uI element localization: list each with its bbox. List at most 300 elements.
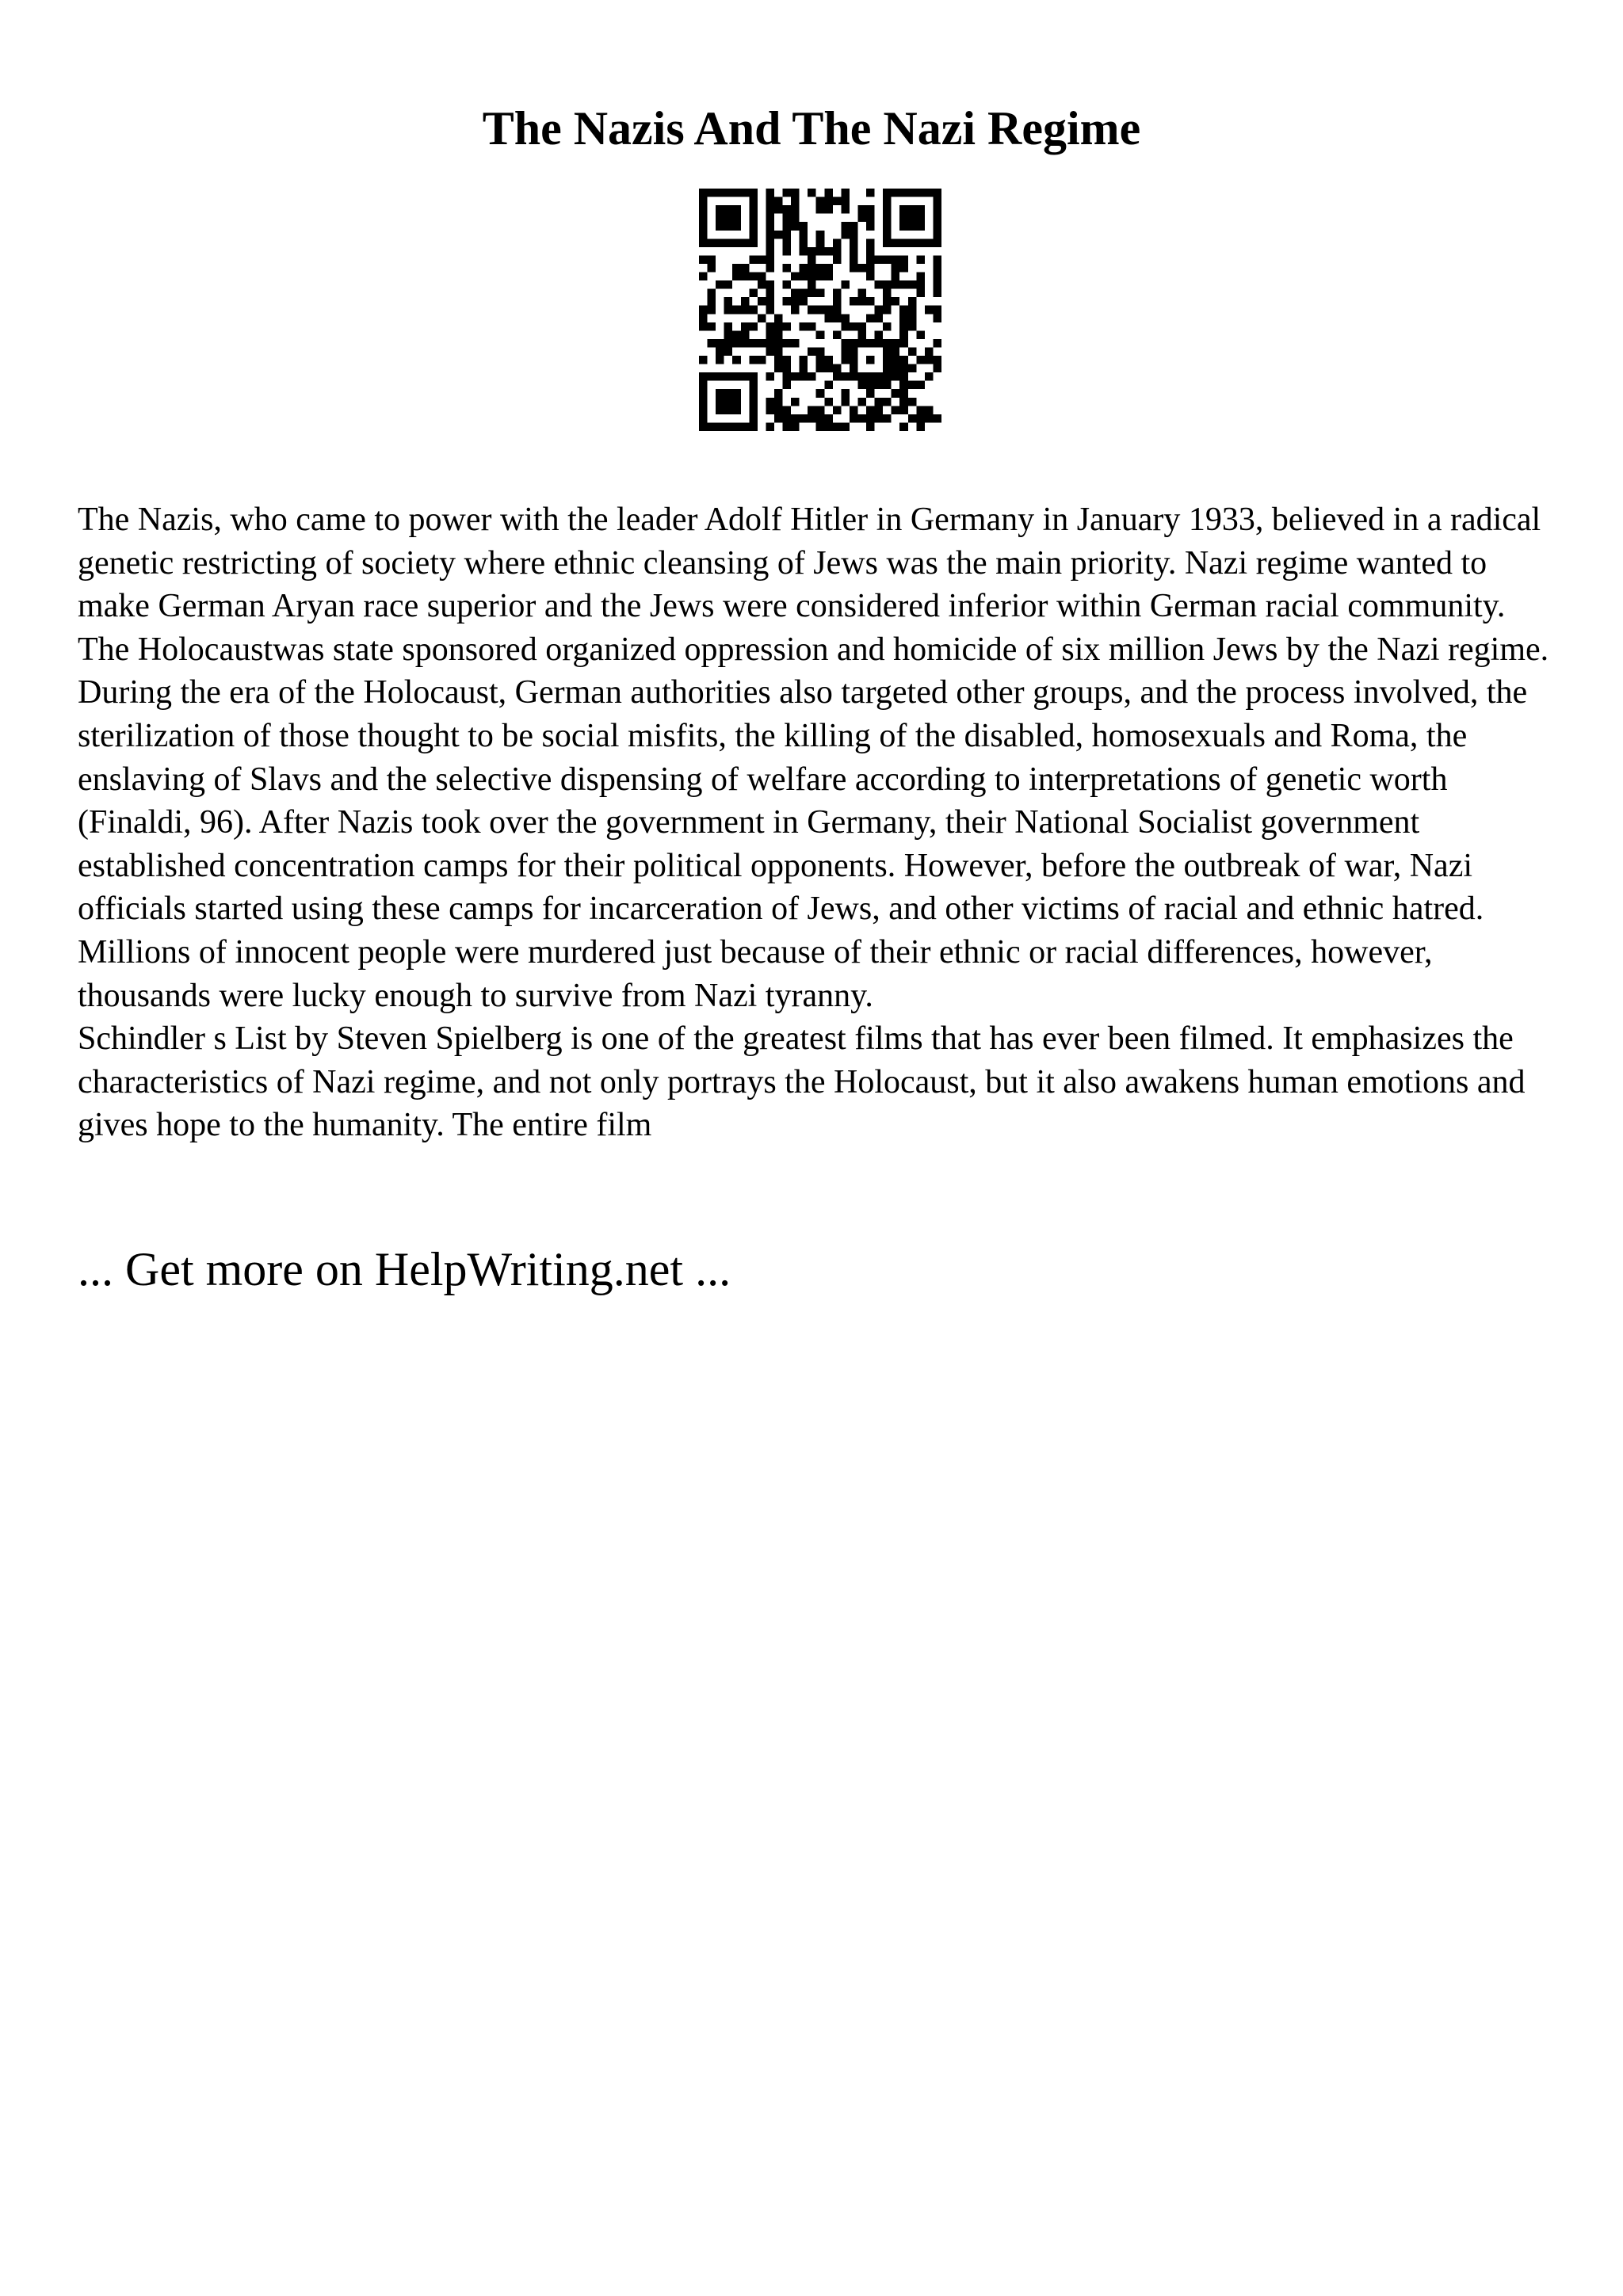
qr-module bbox=[783, 264, 792, 273]
qr-module bbox=[908, 314, 917, 322]
qr-module bbox=[833, 330, 842, 339]
qr-module bbox=[908, 238, 917, 247]
qr-module bbox=[766, 347, 774, 356]
qr-module bbox=[916, 222, 925, 231]
qr-module bbox=[908, 364, 917, 373]
qr-module bbox=[749, 398, 758, 406]
qr-module bbox=[724, 372, 733, 381]
qr-module bbox=[724, 347, 733, 356]
qr-module bbox=[908, 280, 917, 289]
qr-module bbox=[824, 205, 833, 214]
qr-module bbox=[892, 364, 900, 373]
qr-module bbox=[741, 189, 750, 197]
qr-module bbox=[808, 306, 816, 315]
qr-module bbox=[875, 372, 884, 381]
qr-module bbox=[908, 189, 917, 197]
qr-module bbox=[824, 422, 833, 431]
qr-module bbox=[833, 314, 842, 322]
qr-module bbox=[899, 372, 908, 381]
qr-module bbox=[724, 389, 733, 398]
qr-module bbox=[699, 231, 708, 239]
qr-module bbox=[749, 197, 758, 206]
qr-module bbox=[833, 247, 842, 256]
qr-module bbox=[766, 197, 774, 206]
qr-module bbox=[916, 414, 925, 423]
qr-module bbox=[708, 264, 716, 273]
qr-module bbox=[883, 280, 892, 289]
qr-module bbox=[749, 406, 758, 414]
qr-module bbox=[850, 364, 858, 373]
qr-module bbox=[808, 372, 816, 381]
qr-module bbox=[841, 231, 850, 239]
qr-module bbox=[875, 255, 884, 264]
qr-module bbox=[857, 214, 866, 223]
qr-module bbox=[716, 347, 724, 356]
qr-module bbox=[791, 205, 800, 214]
qr-module bbox=[916, 330, 925, 339]
qr-module bbox=[791, 422, 800, 431]
qr-module bbox=[732, 406, 741, 414]
qr-module bbox=[766, 339, 774, 348]
qr-module bbox=[908, 205, 917, 214]
qr-module bbox=[857, 398, 866, 406]
qr-module bbox=[866, 414, 875, 423]
qr-module bbox=[899, 314, 908, 322]
qr-module bbox=[716, 222, 724, 231]
qr-module bbox=[800, 273, 808, 281]
qr-module bbox=[800, 238, 808, 247]
qr-module bbox=[833, 238, 842, 247]
get-more-link[interactable]: ... Get more on HelpWriting.net ... bbox=[78, 1243, 731, 1295]
qr-module bbox=[875, 398, 884, 406]
qr-module bbox=[824, 356, 833, 364]
qr-module bbox=[766, 306, 774, 315]
qr-module bbox=[708, 372, 716, 381]
qr-module bbox=[933, 222, 941, 231]
qr-module bbox=[883, 306, 892, 315]
qr-module bbox=[933, 280, 941, 289]
qr-module bbox=[899, 264, 908, 273]
qr-module bbox=[883, 372, 892, 381]
qr-module bbox=[783, 238, 792, 247]
qr-module bbox=[699, 197, 708, 206]
qr-module bbox=[774, 356, 783, 364]
qr-module bbox=[724, 297, 733, 306]
qr-module bbox=[816, 330, 825, 339]
qr-module bbox=[716, 205, 724, 214]
qr-module bbox=[724, 280, 733, 289]
qr-module bbox=[916, 205, 925, 214]
qr-module bbox=[766, 398, 774, 406]
qr-module bbox=[925, 414, 934, 423]
qr-module bbox=[699, 306, 708, 315]
qr-module bbox=[816, 289, 825, 298]
qr-module bbox=[749, 422, 758, 431]
qr-module bbox=[791, 372, 800, 381]
qr-module bbox=[758, 314, 766, 322]
qr-module bbox=[933, 414, 941, 423]
qr-module bbox=[791, 189, 800, 197]
qr-module bbox=[841, 280, 850, 289]
qr-code-icon[interactable] bbox=[699, 189, 941, 431]
qr-module bbox=[716, 280, 724, 289]
qr-module bbox=[866, 273, 875, 281]
qr-module bbox=[732, 422, 741, 431]
qr-module bbox=[741, 372, 750, 381]
qr-module bbox=[841, 222, 850, 231]
qr-module bbox=[766, 297, 774, 306]
qr-module bbox=[699, 389, 708, 398]
qr-module bbox=[899, 364, 908, 373]
qr-module bbox=[741, 306, 750, 315]
qr-module bbox=[916, 289, 925, 298]
qr-module bbox=[699, 322, 708, 331]
qr-module bbox=[732, 273, 741, 281]
qr-module bbox=[791, 214, 800, 223]
qr-module bbox=[816, 231, 825, 239]
qr-module bbox=[741, 264, 750, 273]
qr-module bbox=[916, 280, 925, 289]
qr-module bbox=[816, 247, 825, 256]
qr-module bbox=[883, 381, 892, 390]
qr-module bbox=[857, 205, 866, 214]
qr-module bbox=[741, 273, 750, 281]
qr-module bbox=[883, 398, 892, 406]
qr-module bbox=[732, 306, 741, 315]
qr-module bbox=[724, 422, 733, 431]
qr-module bbox=[933, 214, 941, 223]
qr-module bbox=[866, 356, 875, 364]
qr-module bbox=[816, 264, 825, 273]
qr-module bbox=[916, 422, 925, 431]
qr-module bbox=[749, 189, 758, 197]
qr-module bbox=[824, 398, 833, 406]
qr-module bbox=[766, 372, 774, 381]
qr-module bbox=[933, 356, 941, 364]
qr-module bbox=[883, 255, 892, 264]
qr-module bbox=[816, 306, 825, 315]
qr-module bbox=[875, 414, 884, 423]
body-text bbox=[78, 498, 1560, 1147]
qr-module bbox=[850, 238, 858, 247]
qr-module bbox=[824, 189, 833, 197]
qr-module bbox=[866, 314, 875, 322]
qr-module bbox=[883, 414, 892, 423]
qr-module bbox=[857, 264, 866, 273]
qr-module bbox=[866, 297, 875, 306]
qr-module bbox=[741, 322, 750, 331]
qr-module bbox=[708, 422, 716, 431]
qr-module bbox=[774, 314, 783, 322]
qr-module bbox=[800, 231, 808, 239]
qr-module bbox=[758, 255, 766, 264]
qr-module bbox=[716, 356, 724, 364]
qr-module bbox=[908, 214, 917, 223]
qr-module bbox=[908, 381, 917, 390]
qr-module bbox=[766, 238, 774, 247]
qr-module bbox=[899, 406, 908, 414]
qr-module bbox=[933, 306, 941, 315]
qr-module bbox=[899, 238, 908, 247]
qr-module bbox=[916, 356, 925, 364]
qr-module bbox=[833, 422, 842, 431]
qr-module bbox=[749, 322, 758, 331]
qr-module bbox=[899, 322, 908, 331]
qr-module bbox=[916, 189, 925, 197]
qr-module bbox=[883, 356, 892, 364]
qr-module bbox=[774, 406, 783, 414]
qr-module bbox=[824, 273, 833, 281]
qr-module bbox=[766, 322, 774, 331]
qr-module bbox=[833, 406, 842, 414]
qr-module bbox=[841, 322, 850, 331]
qr-module bbox=[724, 339, 733, 348]
qr-module bbox=[857, 330, 866, 339]
qr-module bbox=[699, 205, 708, 214]
qr-module bbox=[749, 381, 758, 390]
qr-module bbox=[808, 255, 816, 264]
qr-module bbox=[824, 314, 833, 322]
qr-module bbox=[875, 280, 884, 289]
qr-module bbox=[766, 289, 774, 298]
qr-module bbox=[899, 339, 908, 348]
qr-module bbox=[850, 222, 858, 231]
qr-module bbox=[850, 339, 858, 348]
qr-module bbox=[732, 356, 741, 364]
qr-module bbox=[783, 189, 792, 197]
qr-module bbox=[883, 322, 892, 331]
qr-module bbox=[724, 238, 733, 247]
qr-module bbox=[783, 364, 792, 373]
qr-module bbox=[783, 222, 792, 231]
qr-module bbox=[866, 189, 875, 197]
paragraph: The Nazis, who came to power with the leader Adolf Hitler in Germany in January 1933, believed in a radical genetic restricting of society where ethnic cleansing of Jews was the main priority. Nazi regime wanted to make German Aryan race superior and the Jews were considered inferior within German racial community. The Holocaustwas state sponsored organized oppression and homicide of six million Jews by the Nazi regime. During the era of the Holocaust, German authorities also targeted other groups, and the process involved, the sterilization of those thought to be social misfits, the killing of the disabled, homosexuals and Roma, the enslaving of Slavs and the selective dispensing of welfare according to interpretations of genetic worth (Finaldi, 96). After Nazis took over the government in Germany, their National Socialist government established concentration camps for their political opponents. However, before the outbreak of war, Nazi officials started using these camps for incarceration of Jews, and other victims of racial and ethnic hatred. Millions of innocent people were murdered just because of their ethnic or racial differences, however, thousands were lucky enough to survive from Nazi tyranny. bbox=[78, 502, 1549, 1014]
qr-module bbox=[716, 389, 724, 398]
qr-module bbox=[883, 222, 892, 231]
qr-module bbox=[883, 189, 892, 197]
qr-module bbox=[749, 255, 758, 264]
qr-module bbox=[724, 214, 733, 223]
qr-module bbox=[774, 205, 783, 214]
qr-module bbox=[925, 347, 934, 356]
qr-module bbox=[875, 406, 884, 414]
qr-module bbox=[800, 247, 808, 256]
qr-module bbox=[708, 297, 716, 306]
qr-module bbox=[758, 273, 766, 281]
qr-module bbox=[800, 356, 808, 364]
qr-module bbox=[791, 197, 800, 206]
qr-module bbox=[824, 197, 833, 206]
qr-module bbox=[724, 222, 733, 231]
qr-module bbox=[916, 238, 925, 247]
qr-module bbox=[816, 414, 825, 423]
qr-module bbox=[933, 255, 941, 264]
qr-module bbox=[808, 247, 816, 256]
qr-module bbox=[899, 330, 908, 339]
qr-module bbox=[841, 197, 850, 206]
qr-module bbox=[766, 205, 774, 214]
document-title: The Nazis And The Nazi Regime bbox=[482, 102, 1141, 154]
qr-module bbox=[841, 339, 850, 348]
qr-module bbox=[933, 314, 941, 322]
qr-module bbox=[892, 280, 900, 289]
qr-module bbox=[883, 347, 892, 356]
qr-module bbox=[741, 238, 750, 247]
qr-module bbox=[708, 339, 716, 348]
qr-module bbox=[892, 347, 900, 356]
qr-module bbox=[732, 398, 741, 406]
qr-module bbox=[766, 214, 774, 223]
qr-module bbox=[883, 214, 892, 223]
qr-module bbox=[800, 264, 808, 273]
qr-module bbox=[816, 238, 825, 247]
qr-module bbox=[783, 247, 792, 256]
qr-module bbox=[800, 322, 808, 331]
qr-module bbox=[724, 322, 733, 331]
qr-module bbox=[925, 189, 934, 197]
qr-module bbox=[741, 339, 750, 348]
qr-module bbox=[857, 372, 866, 381]
qr-module bbox=[699, 189, 708, 197]
qr-module bbox=[749, 414, 758, 423]
qr-module bbox=[816, 273, 825, 281]
qr-module bbox=[824, 247, 833, 256]
qr-module bbox=[716, 238, 724, 247]
qr-module bbox=[732, 238, 741, 247]
qr-module bbox=[883, 205, 892, 214]
qr-module bbox=[758, 280, 766, 289]
qr-module bbox=[708, 289, 716, 298]
qr-module bbox=[774, 197, 783, 206]
qr-module bbox=[800, 414, 808, 423]
qr-module bbox=[699, 238, 708, 247]
qr-module bbox=[758, 297, 766, 306]
qr-module bbox=[699, 314, 708, 322]
qr-module bbox=[791, 289, 800, 298]
qr-module bbox=[908, 414, 917, 423]
qr-module bbox=[699, 381, 708, 390]
qr-module bbox=[875, 339, 884, 348]
qr-module bbox=[808, 289, 816, 298]
qr-module bbox=[875, 314, 884, 322]
qr-module bbox=[774, 389, 783, 398]
qr-module bbox=[850, 372, 858, 381]
qr-module bbox=[732, 372, 741, 381]
qr-module bbox=[925, 372, 934, 381]
qr-module bbox=[766, 231, 774, 239]
qr-module bbox=[783, 356, 792, 364]
qr-module bbox=[791, 297, 800, 306]
qr-module bbox=[783, 406, 792, 414]
qr-module bbox=[824, 264, 833, 273]
qr-module bbox=[933, 231, 941, 239]
qr-module bbox=[866, 406, 875, 414]
qr-module bbox=[800, 364, 808, 373]
qr-module bbox=[766, 247, 774, 256]
qr-module bbox=[800, 222, 808, 231]
qr-module bbox=[850, 247, 858, 256]
qr-module bbox=[766, 222, 774, 231]
qr-module bbox=[883, 231, 892, 239]
qr-module bbox=[732, 205, 741, 214]
qr-module bbox=[816, 347, 825, 356]
qr-module bbox=[866, 238, 875, 247]
qr-module bbox=[899, 189, 908, 197]
qr-module bbox=[791, 339, 800, 348]
qr-module bbox=[816, 205, 825, 214]
qr-module bbox=[933, 273, 941, 281]
qr-module bbox=[808, 406, 816, 414]
qr-module bbox=[699, 255, 708, 264]
qr-module bbox=[883, 197, 892, 206]
qr-module bbox=[724, 189, 733, 197]
qr-module bbox=[866, 214, 875, 223]
qr-module bbox=[783, 297, 792, 306]
qr-module bbox=[892, 238, 900, 247]
qr-module bbox=[708, 238, 716, 247]
qr-module bbox=[833, 289, 842, 298]
qr-module bbox=[708, 322, 716, 331]
qr-module bbox=[732, 389, 741, 398]
qr-module bbox=[850, 297, 858, 306]
qr-module bbox=[841, 314, 850, 322]
qr-module bbox=[892, 406, 900, 414]
qr-module bbox=[850, 322, 858, 331]
qr-module bbox=[783, 381, 792, 390]
qr-module bbox=[783, 231, 792, 239]
qr-module bbox=[850, 414, 858, 423]
qr-module bbox=[774, 414, 783, 423]
qr-module bbox=[824, 381, 833, 390]
qr-module bbox=[724, 330, 733, 339]
qr-module bbox=[749, 306, 758, 315]
qr-module bbox=[833, 306, 842, 315]
qr-module bbox=[933, 238, 941, 247]
qr-module bbox=[766, 280, 774, 289]
qr-module bbox=[866, 372, 875, 381]
qr-module bbox=[892, 372, 900, 381]
qr-module bbox=[824, 364, 833, 373]
qr-module bbox=[933, 197, 941, 206]
qr-module bbox=[892, 273, 900, 281]
qr-module bbox=[899, 398, 908, 406]
qr-module bbox=[716, 422, 724, 431]
qr-module bbox=[749, 289, 758, 298]
qr-module bbox=[883, 238, 892, 247]
qr-module bbox=[857, 339, 866, 348]
qr-module bbox=[841, 389, 850, 398]
qr-module bbox=[783, 339, 792, 348]
qr-module bbox=[866, 422, 875, 431]
qr-module bbox=[925, 406, 934, 414]
qr-module bbox=[749, 205, 758, 214]
qr-module bbox=[933, 189, 941, 197]
qr-module bbox=[774, 231, 783, 239]
qr-module bbox=[724, 306, 733, 315]
qr-module bbox=[774, 322, 783, 331]
qr-module bbox=[766, 406, 774, 414]
qr-module bbox=[925, 356, 934, 364]
qr-module bbox=[892, 356, 900, 364]
qr-module bbox=[916, 255, 925, 264]
qr-module bbox=[783, 414, 792, 423]
qr-module bbox=[824, 306, 833, 315]
qr-module bbox=[916, 214, 925, 223]
qr-module bbox=[699, 406, 708, 414]
qr-module bbox=[875, 330, 884, 339]
qr-module bbox=[816, 356, 825, 364]
qr-module bbox=[800, 289, 808, 298]
